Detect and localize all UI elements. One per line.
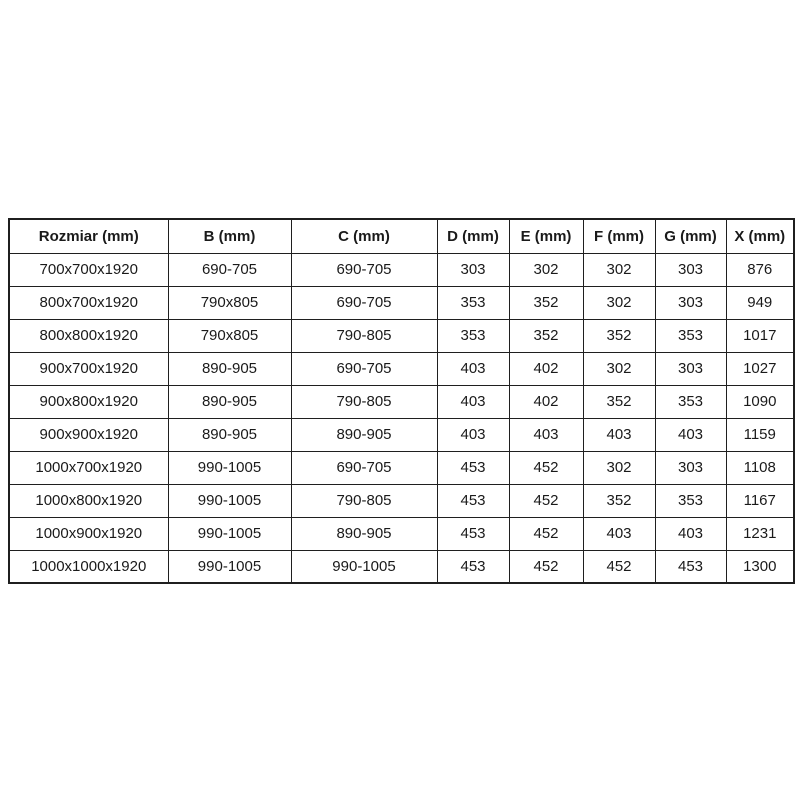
table-row (9, 352, 794, 385)
dimensions-table (8, 218, 795, 584)
table-cell: 900x700x1920 (9, 352, 168, 385)
table-cell: 352 (583, 484, 655, 517)
column-header: B (mm) (168, 219, 291, 253)
table-cell: 876 (726, 253, 794, 286)
table-cell: 790x805 (168, 286, 291, 319)
table-cell: 452 (509, 484, 583, 517)
table-cell: 900x900x1920 (9, 418, 168, 451)
table-cell: 453 (437, 451, 509, 484)
table-cell: 900x800x1920 (9, 385, 168, 418)
table-cell: 303 (655, 253, 726, 286)
table-cell: 990-1005 (168, 451, 291, 484)
table-cell: 452 (583, 550, 655, 583)
table-cell: 303 (437, 253, 509, 286)
table-cell: 303 (655, 352, 726, 385)
table-cell: 352 (509, 319, 583, 352)
table-cell: 990-1005 (291, 550, 437, 583)
table-cell: 403 (437, 352, 509, 385)
table-row (9, 418, 794, 451)
table-cell: 453 (437, 517, 509, 550)
table-cell: 790-805 (291, 319, 437, 352)
table-cell: 1159 (726, 418, 794, 451)
table-cell: 403 (655, 418, 726, 451)
table-cell: 990-1005 (168, 550, 291, 583)
column-header: C (mm) (291, 219, 437, 253)
table-cell: 690-705 (291, 253, 437, 286)
table-cell: 302 (583, 286, 655, 319)
table-cell: 352 (583, 319, 655, 352)
table-row (9, 286, 794, 319)
table-cell: 353 (437, 286, 509, 319)
table-cell: 700x700x1920 (9, 253, 168, 286)
table-cell: 690-705 (291, 286, 437, 319)
table-cell: 303 (655, 451, 726, 484)
table-cell: 1017 (726, 319, 794, 352)
table-cell: 790-805 (291, 385, 437, 418)
table-cell: 403 (655, 517, 726, 550)
table-cell: 403 (437, 418, 509, 451)
table-row (9, 385, 794, 418)
table-cell: 302 (583, 352, 655, 385)
table-cell: 890-905 (168, 352, 291, 385)
column-header: E (mm) (509, 219, 583, 253)
table-cell: 1000x1000x1920 (9, 550, 168, 583)
table-cell: 453 (437, 550, 509, 583)
table-cell: 453 (437, 484, 509, 517)
column-header: X (mm) (726, 219, 794, 253)
table-cell: 353 (655, 319, 726, 352)
column-header: D (mm) (437, 219, 509, 253)
table-cell: 1167 (726, 484, 794, 517)
table-body (9, 253, 794, 583)
column-header: Rozmiar (mm) (9, 219, 168, 253)
table-cell: 453 (655, 550, 726, 583)
table-row (9, 451, 794, 484)
table-cell: 990-1005 (168, 517, 291, 550)
table-cell: 1108 (726, 451, 794, 484)
table-cell: 302 (583, 451, 655, 484)
table-cell: 303 (655, 286, 726, 319)
table-cell: 353 (655, 385, 726, 418)
table-cell: 690-705 (168, 253, 291, 286)
table-cell: 800x800x1920 (9, 319, 168, 352)
table-cell: 352 (509, 286, 583, 319)
table-cell: 403 (437, 385, 509, 418)
table-cell: 800x700x1920 (9, 286, 168, 319)
table-cell: 890-905 (291, 418, 437, 451)
table-cell: 402 (509, 385, 583, 418)
table-row (9, 484, 794, 517)
table-row (9, 550, 794, 583)
table-cell: 403 (509, 418, 583, 451)
table-cell: 1000x800x1920 (9, 484, 168, 517)
table-cell: 949 (726, 286, 794, 319)
table-cell: 353 (655, 484, 726, 517)
table-cell: 302 (583, 253, 655, 286)
table-cell: 352 (583, 385, 655, 418)
table-cell: 990-1005 (168, 484, 291, 517)
table-cell: 690-705 (291, 451, 437, 484)
table-cell: 1000x900x1920 (9, 517, 168, 550)
table-cell: 402 (509, 352, 583, 385)
table-cell: 403 (583, 517, 655, 550)
table-cell: 690-705 (291, 352, 437, 385)
table-cell: 452 (509, 517, 583, 550)
table-cell: 1027 (726, 352, 794, 385)
table-cell: 1300 (726, 550, 794, 583)
table-cell: 890-905 (168, 385, 291, 418)
table-cell: 1090 (726, 385, 794, 418)
table-cell: 890-905 (168, 418, 291, 451)
table-row (9, 253, 794, 286)
table-cell: 790-805 (291, 484, 437, 517)
table-cell: 353 (437, 319, 509, 352)
table-cell: 1000x700x1920 (9, 451, 168, 484)
header-row (9, 219, 794, 253)
table-cell: 302 (509, 253, 583, 286)
table-row (9, 319, 794, 352)
table-cell: 452 (509, 550, 583, 583)
table-cell: 790x805 (168, 319, 291, 352)
column-header: G (mm) (655, 219, 726, 253)
table-cell: 452 (509, 451, 583, 484)
table-header (9, 219, 794, 253)
table-row (9, 517, 794, 550)
table-cell: 1231 (726, 517, 794, 550)
table-cell: 403 (583, 418, 655, 451)
column-header: F (mm) (583, 219, 655, 253)
table-cell: 890-905 (291, 517, 437, 550)
